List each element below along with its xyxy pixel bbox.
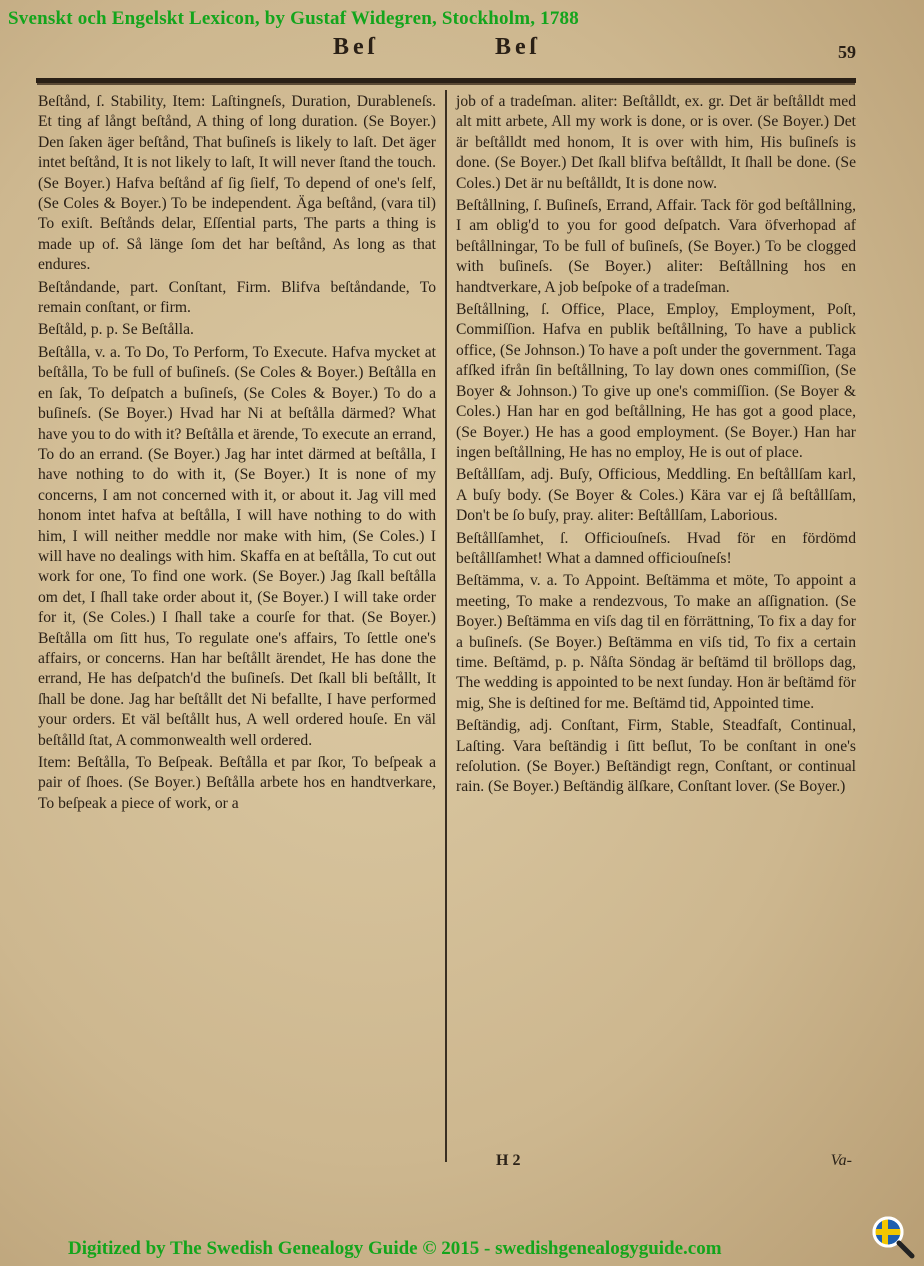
entry-bestalla: Beſtålla, v. a. To Do, To Perform, To Execute. Hafva mycket at beſtålla, To be full of buſineſs. (Se Coles & Boyer.) Beſtålla en en ſak, To deſpatch a buſineſs, (Se Coles & Boyer.) To do a buſineſs. (Se Boyer.) Hvad har Ni at beſtålla därmed? What have you to do with it? Beſtålla et ärende, To execute an errand, To do an errand. (Se Boyer.) Jag har intet därmed at beſtålla, I have nothing to do with it, (Se Boyer.) It is none of my concerns, I am not concerned with it, or about it. Jag vill med honom intet hafva at beſtålla, I will have nothing to do with him, I will neither meddle nor make with him, (Se Coles.) I will have no dealings with him. Skaffa en at beſtålla, To cut out work for one, To find one work. (Se Boyer.) Jag ſkall beſtålla om det, I ſhall take order about it, (Se Boyer.) I will take order for it, (Se Coles.) I ſhall take a courſe for that. (Se Boyer.) Beſtålla om ſitt hus, To regulate one's affairs, To ſettle one's affairs, or concerns. Han har beſtållt ärendet, He has done the errand, He has deſpatch'd the buſineſs. Det ſkall bli beſtållt, It ſhall be done. Jag har beſtållt det Ni befallte, I have performed your orders. Et väl beſtållt hus, A well ordered houſe. En väl beſtålld ſtat, A commonwealth well ordered. — [38, 343, 436, 749]
entry-bestald: Beſtåld, p. p. Se Beſtålla. — [38, 321, 194, 339]
entry-bestamma: Beſtämma, v. a. To Appoint. Beſtämma et möte, To appoint a meeting, To make a rendezvous, To make an aſſignation. (Se Boyer.) Beſtämma en viſs dag til en förrättning, To fix a day for a buſineſs. (Se Boyer.) Beſtämma en viſs tid, To fix a certain time. Beſtämd, p. p. Nåſta Söndag är beſtämd til bröllops dag, The wedding is appointed to be next ſunday. Hon är beſtämd för mig, She is deſtined for me. Beſtämd tid, Appointed time. — [456, 572, 856, 712]
footer-banner: Digitized by The Swedish Genealogy Guide © 2015 - swedishgenealogyguide.com — [68, 1238, 722, 1259]
entry-bestallsam: Beſtållſam, adj. Buſy, Officious, Meddling. En beſtållſam karl, A buſy body. (Se Boyer & Coles.) Kära var ej ſå beſtållſam, Don't be ſo buſy, pray. aliter: Beſtållſam, Laborious. — [456, 466, 856, 525]
signature-mark: H 2 — [496, 1152, 521, 1169]
left-column — [38, 92, 436, 816]
running-head-right: Beſ — [495, 34, 541, 60]
top-banner: Svenskt och Engelskt Lexicon, by Gustaf Widegren, Stockholm, 1788 — [8, 8, 579, 29]
entry-bestalla-item: Item: Beſtålla, To Beſpeak. Beſtålla et par ſkor, To beſpeak a pair of ſhoes. (Se Boyer.) Beſtålla arbete hos en handtverkare, To beſpeak a piece of work, or a — [38, 754, 436, 812]
running-head-left: Beſ — [333, 34, 379, 60]
entry-bestallning-1: Beſtållning, ſ. Buſineſs, Errand, Affair. Tack för god beſtållning, I am oblig'd to you for good deſpatch. Vara öfverhopad af beſtållningar, To be full of buſineſs, (Se Boyer.) To be clogged with buſineſs. (Se Boyer.) aliter: Beſtållning hos en handtverkare, A job beſpoke of a tradeſman. — [456, 197, 856, 296]
entry-bestand: Beſtånd, ſ. Stability, Item: Laſtingneſs, Duration, Durableneſs. Et ting af långt beſtånd, A thing of long duration. (Se Boyer.) Den ſaken äger beſtånd, That buſineſs is likely to laſt. Det äger intet beſtånd, It is not likely to laſt, It will never ſtand the touch. (Se Boyer.) Hafva beſtånd af ſig ſielf, To depend of one's ſelf, (Se Coles & Boyer.) To be independent. Äga beſtånd, (vara til) To exiſt. Beſtånds delar, Eſſential parts, The parts a thing is made up of. Så länge ſom det har beſtånd, As long as that endures. — [38, 93, 436, 274]
entry-continued: job of a tradeſman. aliter: Beſtålldt, ex. gr. Det är beſtålldt med alt mitt arbete, All my work is done, or is over. (Se Boyer.) Det är beſtålldt med honom, It is over with him, His buſineſs is done. (Se Boyer.) Det ſkall blifva beſtålldt, It ſhall be done. (Se Coles.) Det är nu beſtålldt, It is done now. — [456, 93, 856, 192]
page-number: 59 — [838, 42, 856, 62]
entry-bestallning-2: Beſtållning, ſ. Office, Place, Employ, Employment, Poſt, Commiſſion. Hafva en publik beſtållning, To have a publick office, (Se Johnson.) To have a poſt under the government. Taga afſked ifrån ſin beſtållning, To lay down ones commiſſion, (Se Boyer & Johnson.) To give up one's commiſſion. (Se Boyer & Coles.) Han har en god beſtållning, He has got a good place, (Se Boyer.) He has a good employment. (Se Boyer.) Han har ingen beſtållning, He has no employ, He is out of place. — [456, 301, 856, 461]
entry-bestallsamhet: Beſtållſamhet, ſ. Officiouſneſs. Hvad för en fördömd beſtållſamhet! What a damned officiouſneſs! — [456, 529, 856, 567]
running-head — [0, 34, 924, 68]
right-column — [456, 92, 856, 800]
entry-bestandande: Beſtåndande, part. Conſtant, Firm. Blifva beſtåndande, To remain conſtant, or firm. — [38, 278, 436, 317]
entry-bestandig: Beſtändig, adj. Conſtant, Firm, Stable, Steadfaſt, Continual, Laſting. Vara beſtändig i ſitt beſlut, To be conſtant in one's reſolution. (Se Boyer.) Beſtändigt regn, Conſtant, or continual rain. (Se Boyer.) Beſtändig älſkare, Conſtant lover. (Se Boyer.) — [456, 717, 856, 796]
column-divider — [445, 90, 447, 1162]
catchword: Va- — [830, 1152, 852, 1169]
swedish-flag-magnifier-icon — [868, 1212, 916, 1260]
page-foot — [456, 1152, 856, 1174]
header-rule — [36, 78, 856, 83]
